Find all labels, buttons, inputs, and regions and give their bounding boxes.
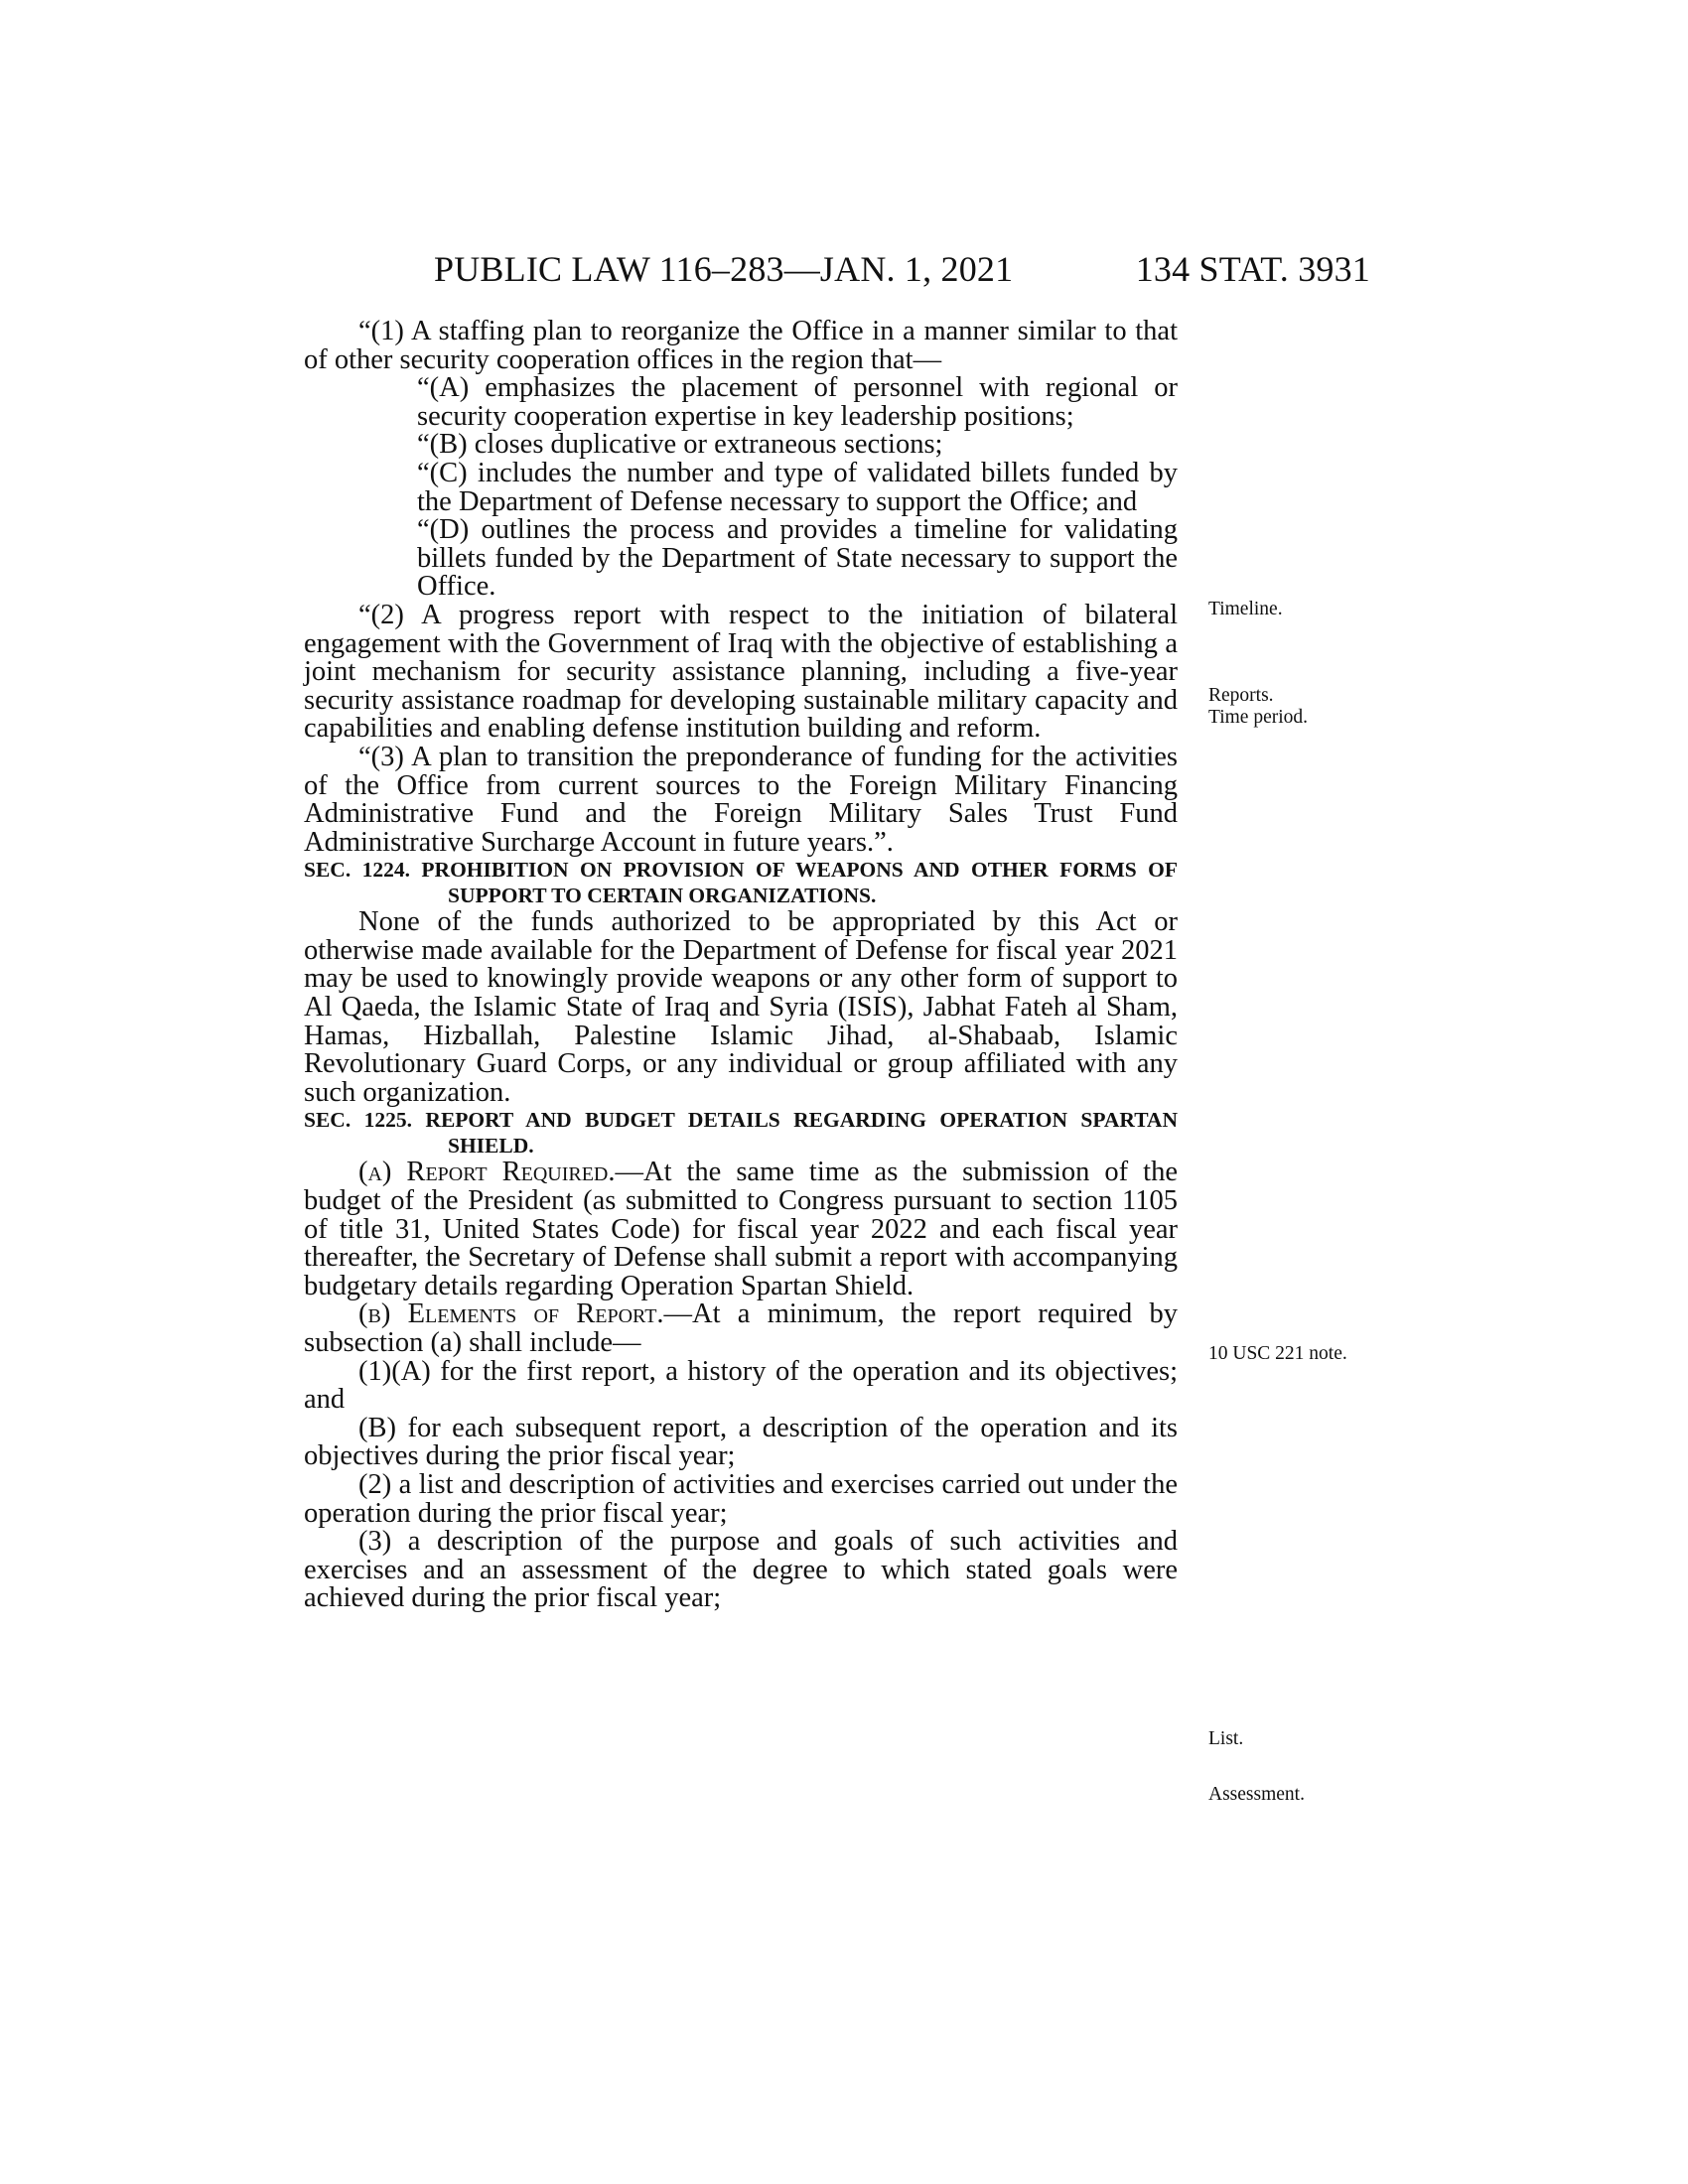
paragraph-1-c: “(C) includes the number and type of validated billets funded by the Department of Defense necessary to support the Office; and [417, 457, 1178, 517]
section-1225-heading: SEC. 1225. REPORT AND BUDGET DETAILS REGARDING OPERATION SPARTAN SHIELD. [304, 1108, 1178, 1159]
running-head-page-number: 134 STAT. 3931 [1135, 249, 1370, 289]
body-text [304, 318, 1178, 1613]
margin-note-reports: Reports. [1208, 685, 1274, 706]
item-1a: (1)(A) for the first report, a history of the operation and its objectives; and [304, 1355, 1178, 1416]
item-2: (2) a list and description of activities and exercises carried out under the operation during the prior fiscal year; [304, 1468, 1178, 1529]
paragraph-1-d: “(D) outlines the process and provides a timeline for validating billets funded by the Department of State necessary to support the Office. [417, 514, 1178, 603]
section-1224-heading: SEC. 1224. PROHIBITION ON PROVISION OF WEAPONS AND OTHER FORMS OF SUPPORT TO CERTAIN ORGANIZATIONS. [304, 858, 1178, 908]
paragraph-1: “(1) A staffing plan to reorganize the Office in a manner similar to that of other security cooperation offices in the region that— [304, 316, 1178, 375]
margin-note-list: List. [1208, 1728, 1244, 1749]
item-1b: (B) for each subsequent report, a description of the operation and its objectives during the prior fiscal year; [304, 1412, 1178, 1472]
subsection-b-label: (b) Elements of Report. [358, 1298, 664, 1330]
subsection-a-text: —At the same time as the submission of the budget of the President (as submitted to Congress pursuant to section 1105 of title 31, United States Code) for fiscal year 2022 and each fiscal year thereafter, the Secretary of Defense shall submit a report with accompanying budgetary details regarding Operation Spartan Shield. [304, 1157, 1178, 1301]
subsection-a-label: (a) Report Required. [358, 1157, 616, 1188]
subsection-b [304, 1300, 1178, 1357]
paragraph-1-a: “(A) emphasizes the placement of personnel with regional or security cooperation expertise in key leadership positions; [417, 372, 1178, 432]
paragraph-2: “(2) A progress report with respect to the initiation of bilateral engagement with the Government of Iraq with the objective of establishing a joint mechanism for security assistance planning, including a five-year security assistance roadmap for developing sustainable military capacity and capabilities and enabling defense institution building and reform. [304, 599, 1178, 745]
item-3: (3) a description of the purpose and goals of such activities and exercises and an assessment of the degree to which stated goals were achieved during the prior fiscal year; [304, 1526, 1178, 1614]
subsection-b-text: —At a minimum, the report required by subsection (a) shall include— [304, 1298, 1178, 1358]
paragraph-1-b: “(B) closes duplicative or extraneous sections; [417, 429, 943, 461]
margin-note-assessment: Assessment. [1208, 1784, 1305, 1805]
section-1224-text: None of the funds authorized to be appropriated by this Act or otherwise made available for the Department of Defense for fiscal year 2021 may be used to knowingly provide weapons or any other form of support to Al Qaeda, the Islamic State of Iraq and Syria (ISIS), Jabhat Fateh al Sham, Hamas, Hizballah, Palestine Islamic Jihad, al-Shabaab, Islamic Revolutionary Guard Corps, or any individual or group affiliated with any such organization. [304, 906, 1178, 1108]
margin-note-timeline: Timeline. [1208, 599, 1283, 619]
margin-note-usc: 10 USC 221 note. [1208, 1343, 1347, 1364]
running-head-title: PUBLIC LAW 116–283—JAN. 1, 2021 [434, 249, 1014, 289]
item-1a-wrap [304, 1355, 1178, 1416]
paragraph-3: “(3) A plan to transition the preponderance of funding for the activities of the Office from current sources to the Foreign Military Financing Administrative Fund and the Foreign Military Sales Trust Fund Administrative Surcharge Account in future years.”. [304, 741, 1178, 858]
margin-note-time-period: Time period. [1208, 707, 1309, 728]
subsection-a [304, 1159, 1178, 1300]
